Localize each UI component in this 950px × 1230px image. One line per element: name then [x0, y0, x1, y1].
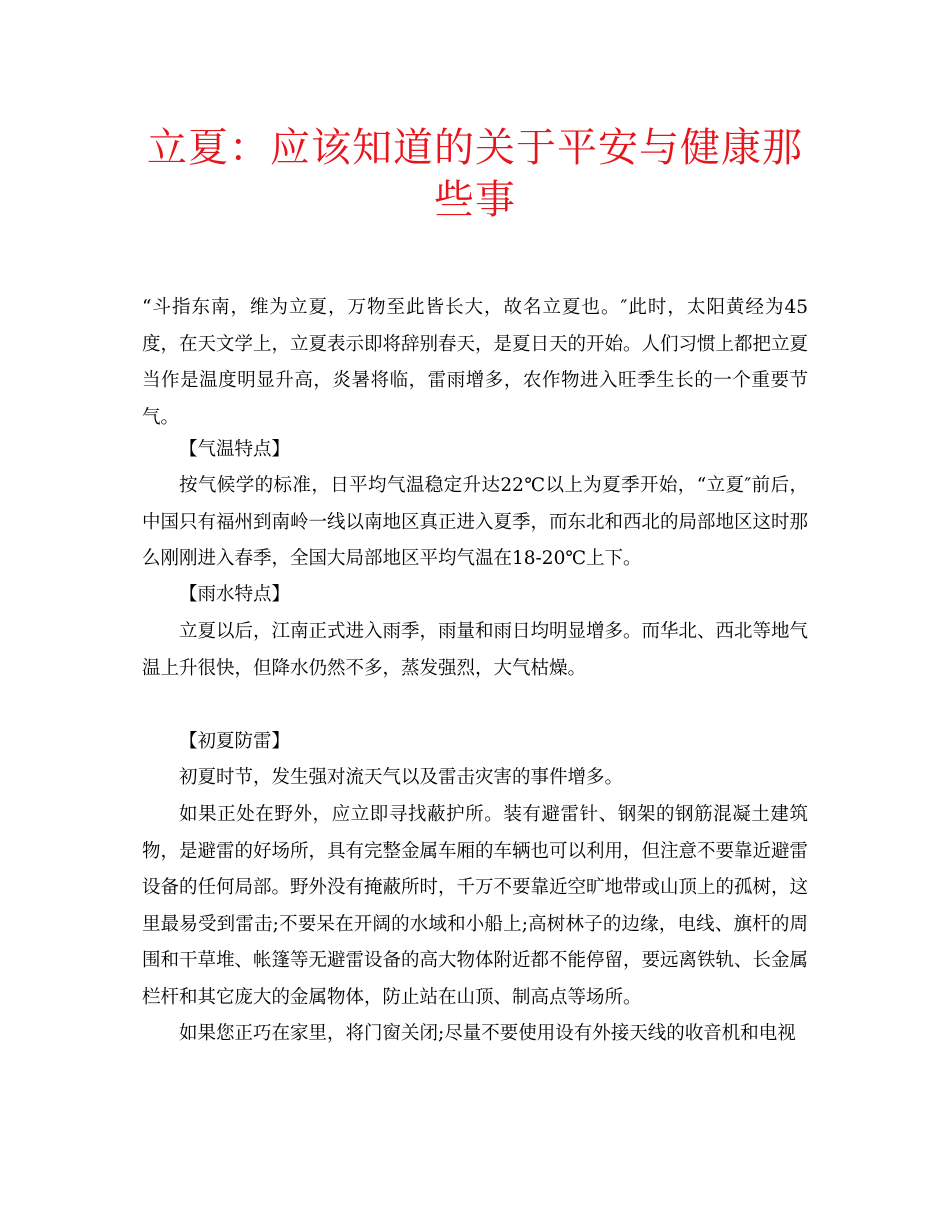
section-paragraph-temperature: 按气候学的标准，日平均气温稳定升达22℃以上为夏季开始，“立夏″前后，中国只有福州到南岭一线以南地区真正进入夏季，而东北和西北的局部地区这时那么刚刚进入春季，全国大局部地区平均气温在18-20℃上下。 — [142, 475, 809, 570]
section-heading-lightning: 【初夏防雷】 — [179, 731, 291, 752]
section-heading-rain: 【雨水特点】 — [179, 584, 291, 605]
section-paragraph-rain: 立夏以后，江南正式进入雨季，雨量和雨日均明显增多。而华北、西北等地气温上升很快，但降水仍然不多，蒸发强烈，大气枯燥。 — [142, 621, 809, 679]
page-title: 立夏：应该知道的关于平安与健康那些事 — [147, 125, 803, 223]
intro-paragraph: “斗指东南，维为立夏，万物至此皆长大，故名立夏也。″此时，太阳黄经为45度，在天文学上，立夏表示即将辞别春天，是夏日天的开始。人们习惯上都把立夏当作是温度明显升高，炎暑将临，雷雨增多，农作物进入旺季生长的一个重要节气。 — [142, 297, 809, 428]
section-paragraph-lightning-1: 初夏时节，发生强对流天气以及雷击灾害的事件增多。 — [179, 767, 624, 788]
section-paragraph-lightning-2: 如果正处在野外，应立即寻找蔽护所。装有避雷针、钢架的钢筋混凝土建筑物，是避雷的好场所，具有完整金属车厢的车辆也可以利用，但注意不要靠近避雷设备的任何局部。野外没有掩蔽所时，千万不要靠近空旷地带或山顶上的孤树，这里最易受到雷击;不要呆在开阔的水域和小船上;高树林子的边缘，电线、旗杆的周围和干草堆、帐篷等无避雷设备的高大物体附近都不能停留，要远离铁轨、长金属栏杆和其它庞大的金属物体，防止站在山顶、制高点等场所。 — [142, 804, 809, 1008]
section-heading-temperature: 【气温特点】 — [179, 439, 291, 460]
section-paragraph-lightning-3: 如果您正巧在家里，将门窗关闭;尽量不要使用设有外接天线的收音机和电视 — [179, 1023, 796, 1044]
